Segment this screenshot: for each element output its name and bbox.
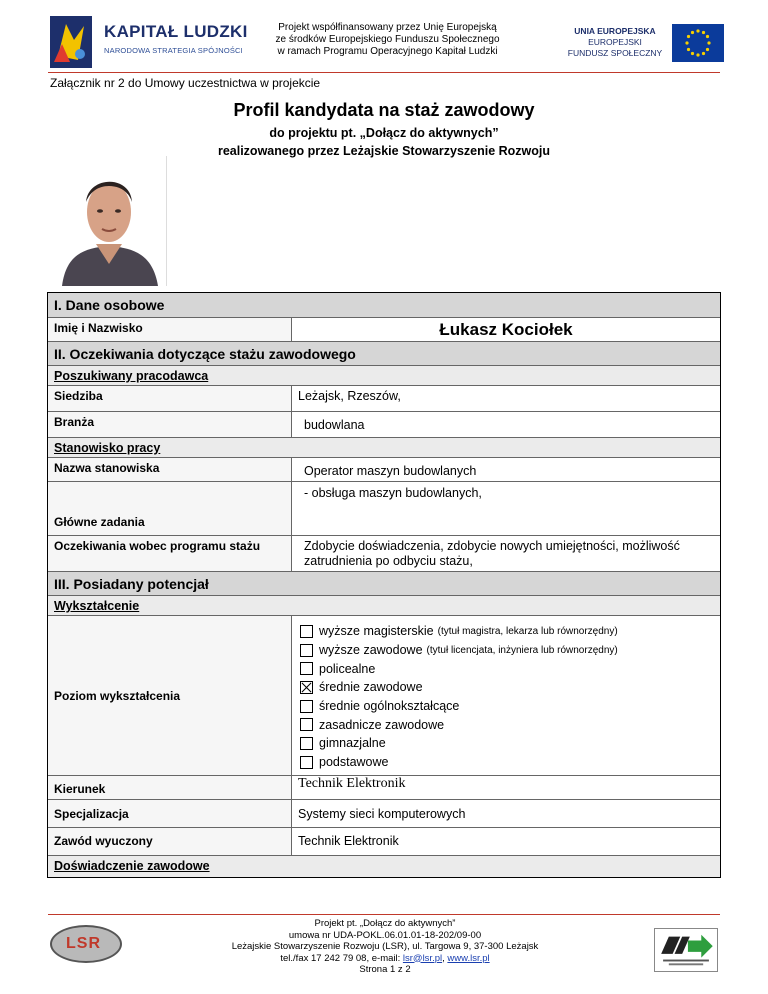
- education-option-label: wyższe zawodowe: [319, 643, 423, 658]
- section-personal-data: I. Dane osobowe: [48, 293, 720, 317]
- subsection-experience: Doświadczenie zawodowe: [48, 855, 720, 877]
- education-option-label: średnie zawodowe: [319, 680, 423, 695]
- education-option: [300, 697, 714, 716]
- cofinancing-note: [255, 22, 520, 58]
- footer-project: Projekt pt. „Dołącz do aktywnych”: [314, 918, 456, 929]
- footer-phone: tel./fax 17 242 79 08, e-mail:: [280, 952, 403, 964]
- location-value: Leżajsk, Rzeszów,: [298, 389, 401, 403]
- education-option: [300, 659, 714, 678]
- row-profession: [48, 827, 720, 855]
- footer-contact: [200, 953, 570, 965]
- email-link[interactable]: lsr@lsr.pl: [402, 952, 443, 964]
- education-option: [300, 678, 714, 697]
- row-program-expectations: [48, 535, 720, 571]
- education-option: [300, 622, 714, 641]
- lsr-logo: [50, 925, 122, 963]
- project-subtitle: do projektu pt. „Dołącz do aktywnych”: [269, 126, 499, 140]
- field-of-study-value: Technik Elektronik: [298, 776, 406, 791]
- education-level-options: [292, 616, 720, 775]
- eu-label-line-1: UNIA EUROPEJSKA: [574, 26, 656, 36]
- main-tasks-label-text: Główne zadania: [54, 515, 145, 529]
- industry-value: budowlana: [304, 418, 365, 432]
- program-expectations-value: Zdobycie doświadczenia, zdobycie nowych umiejętności, możliwość zatrudnienia po odbyciu stażu,: [304, 539, 680, 568]
- eu-label-line-3: FUNDUSZ SPOŁECZNY: [567, 48, 663, 58]
- education-option-label: gimnazjalne: [319, 736, 386, 751]
- row-full-name: [48, 317, 720, 341]
- cofinancing-line-2: ze środków Europejskiego Funduszu Społecznego: [275, 34, 500, 45]
- eu-flag-icon: [672, 24, 724, 62]
- profession-label: Zawód wyuczony: [48, 828, 292, 855]
- eu-fund-label: [560, 26, 670, 59]
- footer-address: Leżajskie Stowarzyszenie Rozwoju (LSR), ul. Targowa 9, 37-300 Leżajsk: [231, 941, 539, 952]
- program-expectations-label: Oczekiwania wobec programu stażu: [48, 536, 292, 571]
- kapital-ludzki-subtitle: NARODOWA STRATEGIA SPÓJNOŚCI: [104, 46, 243, 55]
- full-name-label: Imię i Nazwisko: [48, 318, 292, 341]
- row-education-level: [48, 615, 720, 775]
- specialization-label: Specjalizacja: [48, 800, 292, 827]
- position-name-value: Operator maszyn budowlanych: [304, 464, 477, 478]
- main-tasks-value: - obsługa maszyn budowlanych,: [304, 486, 482, 500]
- row-industry: [48, 411, 720, 437]
- page-title: Profil kandydata na staż zawodowy: [233, 100, 535, 120]
- candidate-profile-form: [47, 292, 721, 878]
- cofinancing-line-3: w ramach Programu Operacyjnego Kapitał Ludzki: [277, 46, 498, 57]
- kapital-ludzki-title: KAPITAŁ LUDZKI: [104, 22, 248, 41]
- footer-contract: umowa nr UDA-POKL.06.01.01-18-202/09-00: [288, 929, 482, 941]
- education-option-label: wyższe magisterskie: [319, 624, 434, 639]
- row-location: [48, 385, 720, 411]
- education-option: [300, 715, 714, 734]
- footer-divider: [48, 914, 720, 915]
- subsection-position: Stanowisko pracy: [48, 437, 720, 457]
- education-option-label: podstawowe: [319, 755, 389, 770]
- kapital-ludzki-mark-icon: [50, 16, 92, 68]
- row-field-of-study: [48, 775, 720, 799]
- header-divider: [48, 72, 720, 73]
- education-option: [300, 641, 714, 660]
- wup-rzeszow-logo-icon: [654, 928, 718, 972]
- checkbox-unchecked-icon[interactable]: [300, 644, 313, 657]
- lsr-logo-text: LSR: [66, 935, 101, 952]
- website-link[interactable]: www.lsr.pl: [447, 952, 490, 964]
- education-option: [300, 734, 714, 753]
- row-position-name: [48, 457, 720, 481]
- main-tasks-label: [48, 482, 292, 535]
- section-internship-expectations: II. Oczekiwania dotyczące stażu zawodowego: [48, 341, 720, 365]
- page-number: Strona 1 z 2: [359, 964, 411, 975]
- full-name-value: Łukasz Kociołek: [439, 320, 573, 339]
- checkbox-unchecked-icon[interactable]: [300, 700, 313, 713]
- annex-note: Załącznik nr 2 do Umowy uczestnictwa w projekcie: [50, 76, 321, 90]
- position-name-label: Nazwa stanowiska: [48, 458, 292, 481]
- footer-info: [200, 918, 570, 976]
- subsection-education: Wykształcenie: [48, 595, 720, 615]
- cofinancing-line-1: Projekt współfinansowany przez Unię Europejską: [278, 22, 497, 33]
- education-option-note: (tytuł licencjata, inżyniera lub równorzędny): [426, 644, 618, 656]
- profession-value: Technik Elektronik: [298, 834, 399, 848]
- footer-separator: ,: [442, 952, 448, 964]
- education-level-label: [48, 616, 292, 775]
- row-specialization: [48, 799, 720, 827]
- education-option: [300, 753, 714, 772]
- organizer-subtitle: realizowanego przez Leżajskie Stowarzyszenie Rozwoju: [217, 144, 551, 158]
- education-option-note: (tytuł magistra, lekarza lub równorzędny): [437, 625, 618, 637]
- checkbox-checked-icon[interactable]: [300, 681, 313, 694]
- page-header: [0, 8, 768, 72]
- industry-label: Branża: [48, 412, 292, 437]
- checkbox-unchecked-icon[interactable]: [300, 625, 313, 638]
- section-potential: III. Posiadany potencjał: [48, 571, 720, 595]
- education-option-label: policealne: [319, 661, 376, 676]
- kapital-ludzki-logo: [50, 16, 260, 70]
- education-option-label: zasadnicze zawodowe: [319, 717, 445, 732]
- specialization-value: Systemy sieci komputerowych: [298, 807, 466, 821]
- candidate-photo: [52, 156, 167, 286]
- education-option-label: średnie ogólnokształcące: [319, 699, 460, 714]
- subsection-employer: Poszukiwany pracodawca: [48, 365, 720, 385]
- field-of-study-label: Kierunek: [48, 776, 292, 799]
- education-level-label-text: Poziom wykształcenia: [54, 688, 181, 703]
- candidate-portrait-icon: [52, 156, 167, 286]
- checkbox-unchecked-icon[interactable]: [300, 756, 313, 769]
- eu-label-line-2: EUROPEJSKI: [588, 37, 642, 47]
- location-label: Siedziba: [48, 386, 292, 411]
- checkbox-unchecked-icon[interactable]: [300, 718, 313, 731]
- row-main-tasks: [48, 481, 720, 535]
- checkbox-unchecked-icon[interactable]: [300, 737, 313, 750]
- checkbox-unchecked-icon[interactable]: [300, 662, 313, 675]
